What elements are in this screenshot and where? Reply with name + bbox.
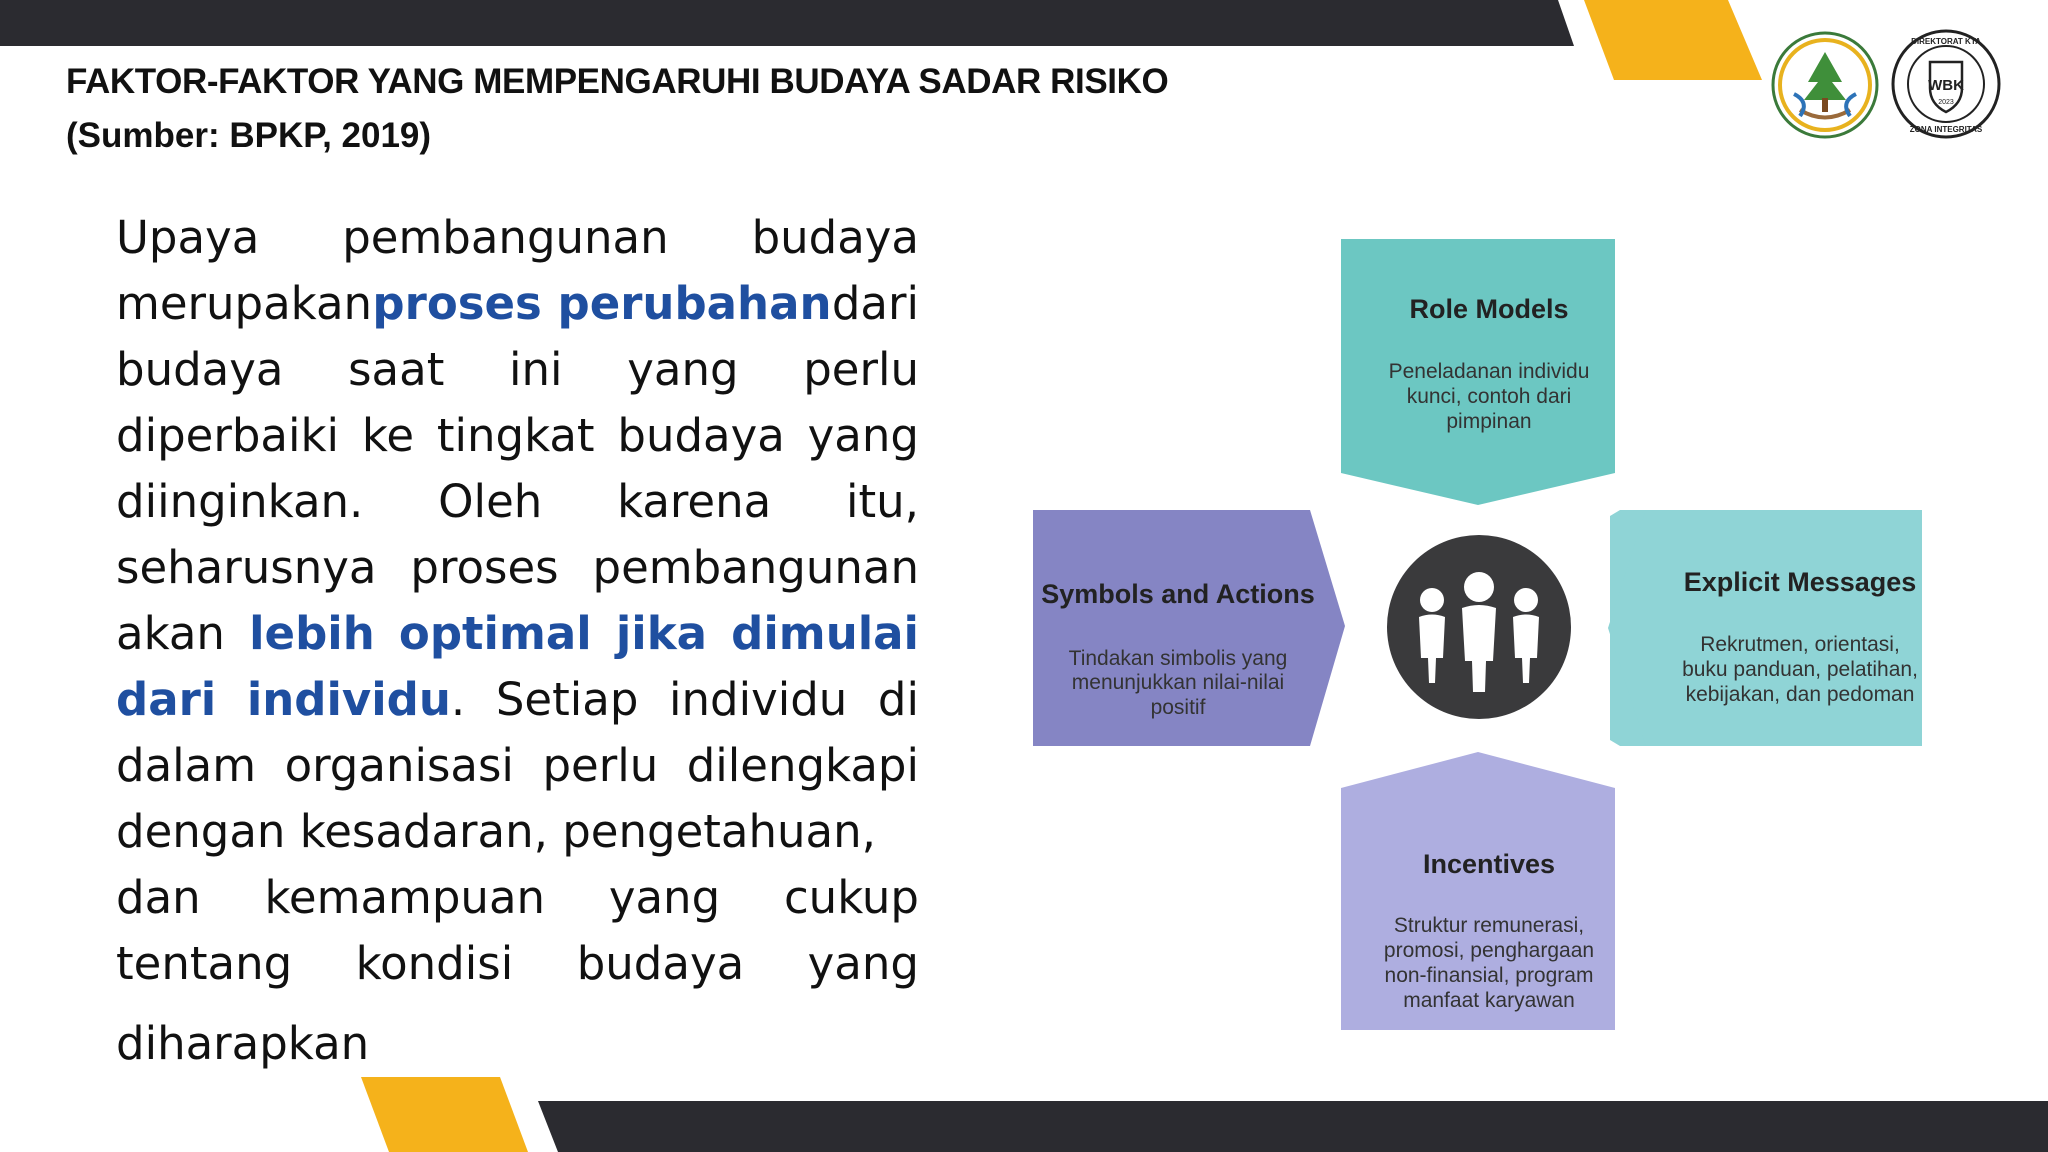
word: perlu	[542, 739, 659, 792]
word: merupakan	[116, 277, 373, 330]
word: kemampuan	[264, 871, 546, 924]
highlight-proses-perubahan: proses perubahan	[372, 277, 832, 330]
word: ini	[509, 343, 563, 396]
word: akan	[116, 607, 225, 660]
word: diharapkan	[116, 1017, 370, 1070]
word: di	[877, 673, 919, 726]
word: budaya	[617, 409, 785, 462]
paragraph-line-2	[116, 271, 919, 337]
highlight-individu-group	[247, 667, 465, 733]
word: cukup	[783, 871, 919, 924]
wbk-top-text: DIREKTORAT KTA	[1911, 37, 1981, 46]
word: tentang	[116, 937, 293, 990]
word: yang	[807, 409, 919, 462]
klhk-tree-logo	[1770, 30, 1880, 140]
paragraph-line-10	[116, 799, 919, 865]
highlight-word: individu	[246, 673, 451, 726]
word: karena	[617, 475, 772, 528]
explicit-messages-arrow	[1608, 510, 1922, 746]
explicit-messages-desc-2: buku panduan, pelatihan,	[1682, 658, 1918, 681]
word: budaya	[751, 211, 919, 264]
paragraph-line-5	[116, 469, 919, 535]
word: organisasi	[284, 739, 514, 792]
symbols-actions-desc-3: positif	[1150, 696, 1206, 719]
highlight-word: optimal	[398, 607, 592, 660]
incentives-desc-2: promosi, penghargaan	[1383, 939, 1595, 962]
word: diperbaiki	[116, 409, 340, 462]
role-models-desc-1: Peneladanan individu	[1388, 360, 1590, 383]
explicit-messages-title: Explicit Messages	[1683, 567, 1917, 597]
bottom-yellow-bar	[361, 1077, 528, 1152]
role-models-desc-2: kunci, contoh dari	[1406, 385, 1572, 408]
word: kondisi	[355, 937, 514, 990]
word: ke	[361, 409, 415, 462]
period: .	[450, 673, 466, 726]
paragraph-line-4	[116, 403, 919, 469]
culture-factors-diagram	[1020, 220, 1930, 1050]
word: Oleh	[438, 475, 543, 528]
wbk-bottom-text: ZONA INTEGRITAS	[1909, 125, 1983, 134]
incentives-desc-4: manfaat karyawan	[1403, 989, 1575, 1012]
paragraph-line-9	[116, 733, 919, 799]
word: pembangunan	[592, 541, 919, 594]
word: yang	[627, 343, 739, 396]
word: dari	[831, 277, 919, 330]
top-dark-bar	[0, 0, 1574, 46]
word: budaya	[576, 937, 745, 990]
word: dilengkapi	[686, 739, 919, 792]
source-citation: (Sumber: BPKP, 2019)	[66, 116, 432, 155]
incentives-desc-1: Struktur remunerasi,	[1393, 914, 1585, 937]
role-models-title: Role Models	[1409, 294, 1569, 324]
explicit-messages-desc-1: Rekrutmen, orientasi,	[1700, 633, 1900, 656]
top-yellow-bar	[1584, 0, 1762, 80]
word: Setiap	[495, 673, 639, 726]
highlight-word: jika	[615, 607, 707, 660]
symbols-actions-desc-2: menunjukkan nilai-nilai	[1071, 671, 1285, 694]
word: seharusnya	[116, 541, 377, 594]
wbk-year: 2023	[1938, 99, 1954, 106]
word: tingkat	[436, 409, 595, 462]
paragraph-line-7	[116, 601, 919, 667]
word: itu,	[845, 475, 919, 528]
main-paragraph	[116, 205, 919, 1077]
word: individu	[669, 673, 848, 726]
symbols-actions-desc-1: Tindakan simbolis yang	[1068, 647, 1288, 670]
symbols-actions-title: Symbols and Actions	[1041, 579, 1315, 609]
word: yang	[608, 871, 721, 924]
word: saat	[348, 343, 445, 396]
paragraph-line-12	[116, 931, 919, 997]
highlight-word: dari	[116, 673, 217, 726]
role-models-desc-3: pimpinan	[1446, 410, 1532, 433]
highlight-word: dimulai	[731, 607, 919, 660]
word: Upaya	[116, 211, 260, 264]
paragraph-line-1	[116, 205, 919, 271]
wbk-zona-integritas-logo	[1890, 28, 2002, 140]
people-group-icon	[1387, 535, 1571, 719]
paragraph-line-3	[116, 337, 919, 403]
incentives-desc-3: non-finansial, program	[1384, 964, 1594, 987]
page-title: FAKTOR-FAKTOR YANG MEMPENGARUHI BUDAYA SADAR RISIKO	[66, 62, 1169, 101]
word: budaya	[116, 343, 284, 396]
highlight-word: lebih	[249, 607, 375, 660]
word: yang	[807, 937, 919, 990]
wbk-center-text: WBK	[1928, 77, 1964, 94]
word: dan	[116, 871, 201, 924]
incentives-title: Incentives	[1422, 849, 1556, 879]
word: pembangunan	[342, 211, 669, 264]
paragraph-line-6	[116, 535, 919, 601]
word: dalam	[116, 739, 257, 792]
word: diinginkan.	[116, 475, 364, 528]
bottom-dark-bar	[538, 1101, 2048, 1152]
word: proses	[410, 541, 559, 594]
explicit-messages-desc-3: kebijakan, dan pedoman	[1685, 683, 1915, 706]
word: perlu	[803, 343, 919, 396]
word: dengan kesadaran, pengetahuan,	[116, 805, 876, 858]
paragraph-line-11	[116, 865, 919, 931]
paragraph-line-13	[116, 997, 919, 1077]
paragraph-line-8	[116, 667, 919, 733]
